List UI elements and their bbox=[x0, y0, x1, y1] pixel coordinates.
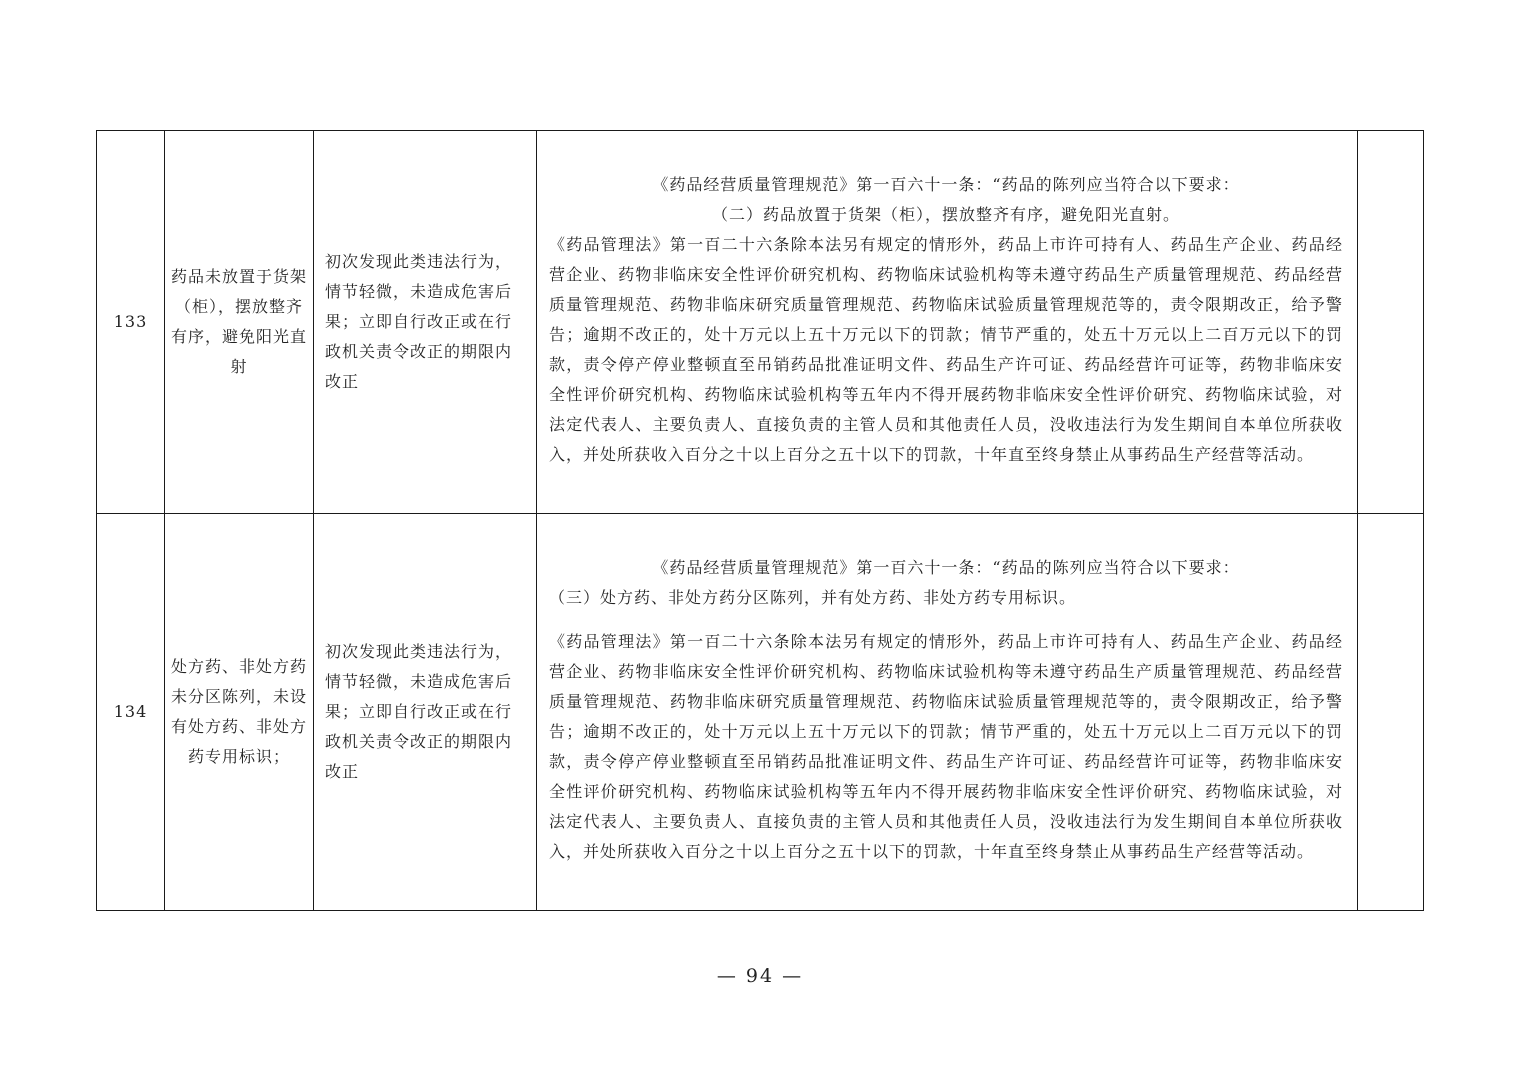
violation-item: 处方药、非处方药未分区陈列，未设有处方药、非处方药专用标识； bbox=[165, 514, 314, 911]
row-number: 134 bbox=[97, 514, 165, 911]
exemption-condition: 初次发现此类违法行为，情节轻微，未造成危害后果；立即自行改正或在行政机关责令改正的期限内改正 bbox=[325, 252, 513, 391]
page-number: — 94 — bbox=[716, 965, 804, 987]
note-cell bbox=[1358, 514, 1424, 911]
clause-item: （三）处方药、非处方药分区陈列，并有处方药、非处方药专用标识。 bbox=[549, 588, 1077, 607]
regulation-table bbox=[96, 130, 1424, 911]
clause-item: （二）药品放置于货架（柜），摆放整齐有序，避免阳光直射。 bbox=[711, 205, 1180, 224]
row-number: 133 bbox=[97, 131, 165, 514]
legal-basis-cell bbox=[537, 131, 1358, 514]
exemption-condition-cell bbox=[314, 131, 537, 514]
exemption-condition: 初次发现此类违法行为，情节轻微，未造成危害后果；立即自行改正或在行政机关责令改正的期限内改正 bbox=[325, 642, 513, 781]
exemption-condition-cell bbox=[314, 514, 537, 911]
clause-title: 《药品经营质量管理规范》第一百六十一条：“药品的陈列应当符合以下要求： bbox=[652, 558, 1240, 577]
table-row bbox=[97, 514, 1424, 911]
law-text: 《药品管理法》第一百二十六条除本法另有规定的情形外，药品上市许可持有人、药品生产企业、药品经营企业、药物非临床安全性评价研究机构、药物临床试验机构等未遵守药品生产质量管理规范、药品经营质量管理规范、药物非临床研究质量管理规范、药物临床试验质量管理规范等的，责令限期改正，给予警告；逾期不改正的，处十万元以上五十万元以下的罚款；情节严重的，处五十万元以上二百万元以下的罚款，责令停产停业整顿直至吊销药品批准证明文件、药品生产许可证、药品经营许可证等，药物非临床安全性评价研究机构、药物临床试验机构等五年内不得开展药物非临床安全性评价研究、药物临床试验，对法定代表人、主要负责人、直接负责的主管人员和其他责任人员，没收违法行为发生期间自本单位所获收入，并处所获收入百分之十以上百分之五十以下的罚款，十年直至终身禁止从事药品生产经营等活动。 bbox=[549, 632, 1343, 861]
table-row bbox=[97, 131, 1424, 514]
law-text: 《药品管理法》第一百二十六条除本法另有规定的情形外，药品上市许可持有人、药品生产企业、药品经营企业、药物非临床安全性评价研究机构、药物临床试验机构等未遵守药品生产质量管理规范、药品经营质量管理规范、药物非临床研究质量管理规范、药物临床试验质量管理规范等的，责令限期改正，给予警告；逾期不改正的，处十万元以上五十万元以下的罚款；情节严重的，处五十万元以上二百万元以下的罚款，责令停产停业整顿直至吊销药品批准证明文件、药品生产许可证、药品经营许可证等，药物非临床安全性评价研究机构、药物临床试验机构等五年内不得开展药物非临床安全性评价研究、药物临床试验，对法定代表人、主要负责人、直接负责的主管人员和其他责任人员，没收违法行为发生期间自本单位所获收入，并处所获收入百分之十以上百分之五十以下的罚款，十年直至终身禁止从事药品生产经营等活动。 bbox=[549, 235, 1343, 464]
legal-basis-cell bbox=[537, 514, 1358, 911]
violation-item: 药品未放置于货架（柜），摆放整齐有序，避免阳光直射 bbox=[165, 131, 314, 514]
note-cell bbox=[1358, 131, 1424, 514]
clause-title: 《药品经营质量管理规范》第一百六十一条：“药品的陈列应当符合以下要求： bbox=[652, 175, 1240, 194]
